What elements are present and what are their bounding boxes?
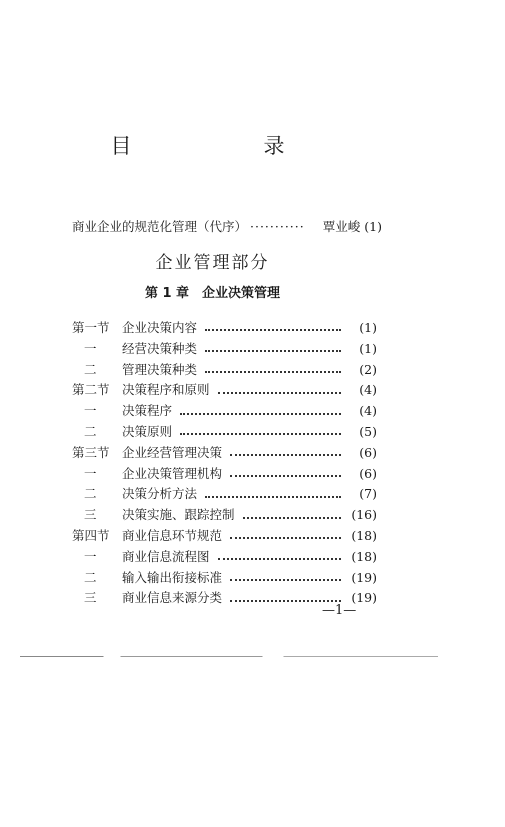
toc-entry-label: 决策原则: [122, 423, 173, 439]
toc-entry-page: (18): [351, 548, 377, 564]
toc-entry-page: (16): [351, 507, 377, 523]
toc-entry-page: (4): [359, 382, 377, 398]
toc-entry-number: 二: [84, 423, 97, 439]
toc-entry-leader: [230, 600, 341, 602]
toc-entry: [72, 484, 377, 505]
toc-entry-leader: [243, 517, 341, 519]
toc-entry-number: 第二节: [72, 382, 110, 398]
toc-entry: [72, 464, 377, 485]
toc-entry-number: 第三节: [72, 444, 110, 460]
toc-entry-label: 企业决策内容: [122, 320, 198, 335]
preface-author: 覃业峻: [322, 219, 361, 234]
toc-entry-leader: [205, 496, 341, 498]
toc-entry-leader: [205, 371, 341, 373]
toc-entry-leader: [205, 350, 341, 352]
toc-entry-leader: [218, 558, 341, 560]
toc-entry-page: (7): [359, 486, 377, 502]
toc-entry-page: (18): [351, 527, 377, 543]
toc-entry-number: 三: [84, 507, 97, 523]
preface-label: 商业企业的规范化管理（代序）: [72, 219, 248, 234]
toc-entry: [72, 380, 377, 401]
page-title: 目 录: [110, 134, 315, 158]
preface-entry: [72, 217, 382, 235]
preface-leader: ···········: [250, 219, 305, 234]
toc-entry: [72, 422, 377, 443]
toc-entry-leader: [230, 454, 341, 456]
toc-entry-page: (19): [351, 569, 377, 585]
toc-entry-label: 企业决策管理机构: [122, 465, 223, 481]
preface-page: (1): [364, 219, 382, 234]
toc-entry: [72, 547, 377, 568]
toc-entry-page: (5): [359, 423, 377, 439]
toc-entry-leader: [230, 475, 341, 477]
toc-entry-label: 商业信息环节规范: [122, 527, 223, 543]
toc-entry-leader: [230, 579, 341, 581]
toc-entry-page: (6): [359, 465, 377, 481]
toc-entry-number: 二: [84, 569, 97, 585]
toc-entry: [72, 526, 377, 547]
toc-entry-number: 三: [84, 590, 97, 606]
toc-entry-label: 输入输出衔接标准: [122, 569, 223, 585]
toc-entry-page: (1): [359, 320, 377, 335]
chapter-title: 第 1 章 企业决策管理: [144, 286, 281, 301]
toc-entry: [72, 505, 377, 526]
toc-entry-page: (6): [359, 444, 377, 460]
toc-entry-page: (1): [359, 340, 377, 356]
toc-entry-label: 企业经营管理决策: [122, 444, 223, 460]
toc-entry-leader: [205, 329, 341, 331]
toc-entry: [72, 568, 377, 589]
part-title: 企业管理部分: [155, 253, 270, 273]
table-of-contents: [72, 318, 377, 609]
toc-entry-label: 决策实施、跟踪控制: [122, 507, 235, 523]
toc-entry-leader: [180, 413, 341, 415]
toc-entry-leader: [180, 433, 341, 435]
toc-entry-leader: [230, 537, 341, 539]
toc-entry: [72, 401, 377, 422]
toc-entry: [72, 360, 377, 381]
toc-entry-label: 决策程序: [122, 403, 173, 419]
toc-entry-label: 管理决策种类: [122, 361, 198, 377]
toc-entry-number: 第一节: [72, 320, 110, 335]
toc-entry: [72, 318, 377, 339]
toc-entry: [72, 443, 377, 464]
toc-entry-label: 商业信息流程图: [122, 548, 210, 564]
bottom-rule: [20, 656, 438, 657]
toc-entry-number: 一: [84, 340, 97, 356]
toc-entry-number: 一: [84, 548, 97, 564]
page-number: —1—: [322, 603, 357, 618]
toc-entry-number: 一: [84, 465, 97, 481]
toc-entry-label: 决策程序和原则: [122, 382, 210, 398]
toc-entry-page: (2): [359, 361, 377, 377]
toc-entry-number: 一: [84, 403, 97, 419]
toc-entry-label: 商业信息来源分类: [122, 590, 223, 606]
toc-entry-page: (4): [359, 403, 377, 419]
toc-entry-number: 二: [84, 361, 97, 377]
toc-entry-number: 二: [84, 486, 97, 502]
toc-entry: [72, 339, 377, 360]
toc-entry-number: 第四节: [72, 527, 110, 543]
toc-entry-page: (19): [351, 590, 377, 606]
toc-entry-label: 经营决策种类: [122, 340, 198, 356]
toc-entry-label: 决策分析方法: [122, 486, 198, 502]
toc-entry-leader: [218, 392, 341, 394]
